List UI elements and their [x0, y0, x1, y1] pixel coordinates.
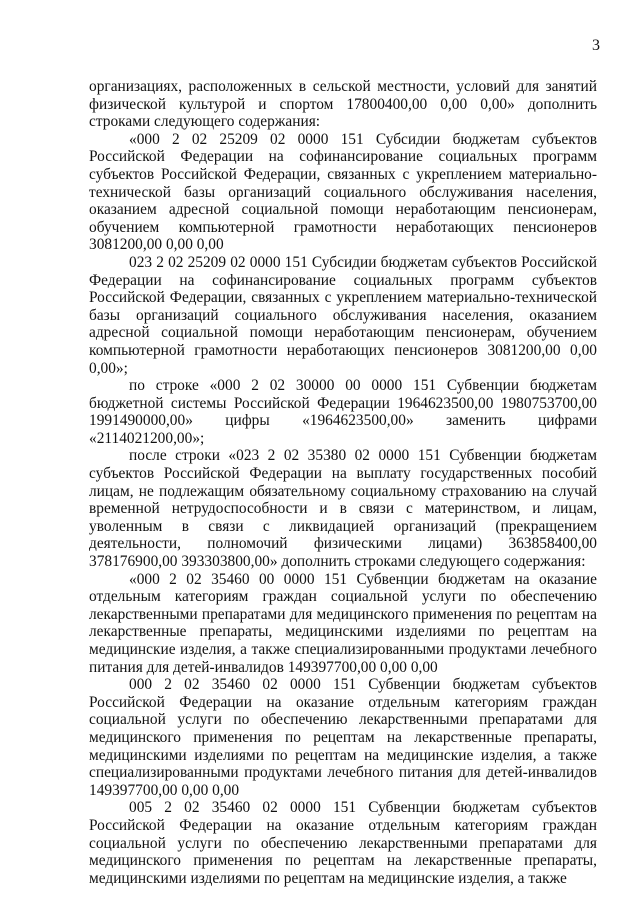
paragraph: по строке «000 2 02 30000 00 0000 151 Субвенции бюджетам бюджетной системы Российской Федерации 1964623500,00 1980753700,00 1991490000,00» цифры «1964623500,00» заменить цифрами «2114021200,00»;	[89, 377, 597, 447]
paragraph: 005 2 02 35460 02 0000 151 Субвенции бюджетам субъектов Российской Федерации на оказание отдельным категориям граждан социальной услуги по обеспечению лекарственными препаратами для медицинского применения по рецептам на лекарственные препараты, медицинскими изделиями по рецептам на медицинские изделия, а также	[89, 799, 597, 887]
paragraph: «000 2 02 25209 02 0000 151 Субсидии бюджетам субъектов Российской Федерации на софинансирование социальных программ субъектов Российской Федерации, связанных с укреплением материально-технической базы организаций социального обслуживания населения, оказанием адресной социальной помощи неработающим пенсионерам, обучением компьютерной грамотности неработающих пенсионеров 3081200,00 0,00 0,00	[89, 130, 597, 254]
document-body	[89, 78, 597, 887]
paragraph: после строки «023 2 02 35380 02 0000 151 Субвенции бюджетам субъектов Российской Федерации на выплату государственных пособий лицам, не подлежащим обязательному социальному страхованию на случай временной нетрудоспособности и в связи с материнством, и лицам, уволенным в связи с ликвидацией организаций (прекращением деятельности, полномочий физическими лицами) 363858400,00 378176900,00 393303800,00» дополнить строками следующего содержания:	[89, 447, 597, 571]
paragraph: «000 2 02 35460 00 0000 151 Субвенции бюджетам на оказание отдельным категориям граждан социальной услуги по обеспечению лекарственными препаратами для медицинского применения по рецептам на лекарственные препараты, медицинскими изделиями по рецептам на медицинские изделия, а также специализированными продуктами лечебного питания для детей-инвалидов 149397700,00 0,00 0,00	[89, 570, 597, 676]
page-number: 3	[592, 37, 600, 54]
paragraph: 000 2 02 35460 02 0000 151 Субвенции бюджетам субъектов Российской Федерации на оказание отдельным категориям граждан социальной услуги по обеспечению лекарственными препаратами для медицинского применения по рецептам на лекарственные препараты, медицинскими изделиями по рецептам на медицинские изделия, а также специализированными продуктами лечебного питания для детей-инвалидов 149397700,00 0,00 0,00	[89, 676, 597, 799]
paragraph: организациях, расположенных в сельской местности, условий для занятий физической культурой и спортом 17800400,00 0,00 0,00» дополнить строками следующего содержания:	[89, 78, 597, 131]
paragraph: 023 2 02 25209 02 0000 151 Субсидии бюджетам субъектов Российской Федерации на софинансирование социальных программ субъектов Российской Федерации, связанных с укреплением материально-технической базы организаций социального обслуживания населения, оказанием адресной социальной помощи неработающим пенсионерам, обучением компьютерной грамотности неработающих пенсионеров 3081200,00 0,00 0,00»;	[89, 253, 597, 377]
